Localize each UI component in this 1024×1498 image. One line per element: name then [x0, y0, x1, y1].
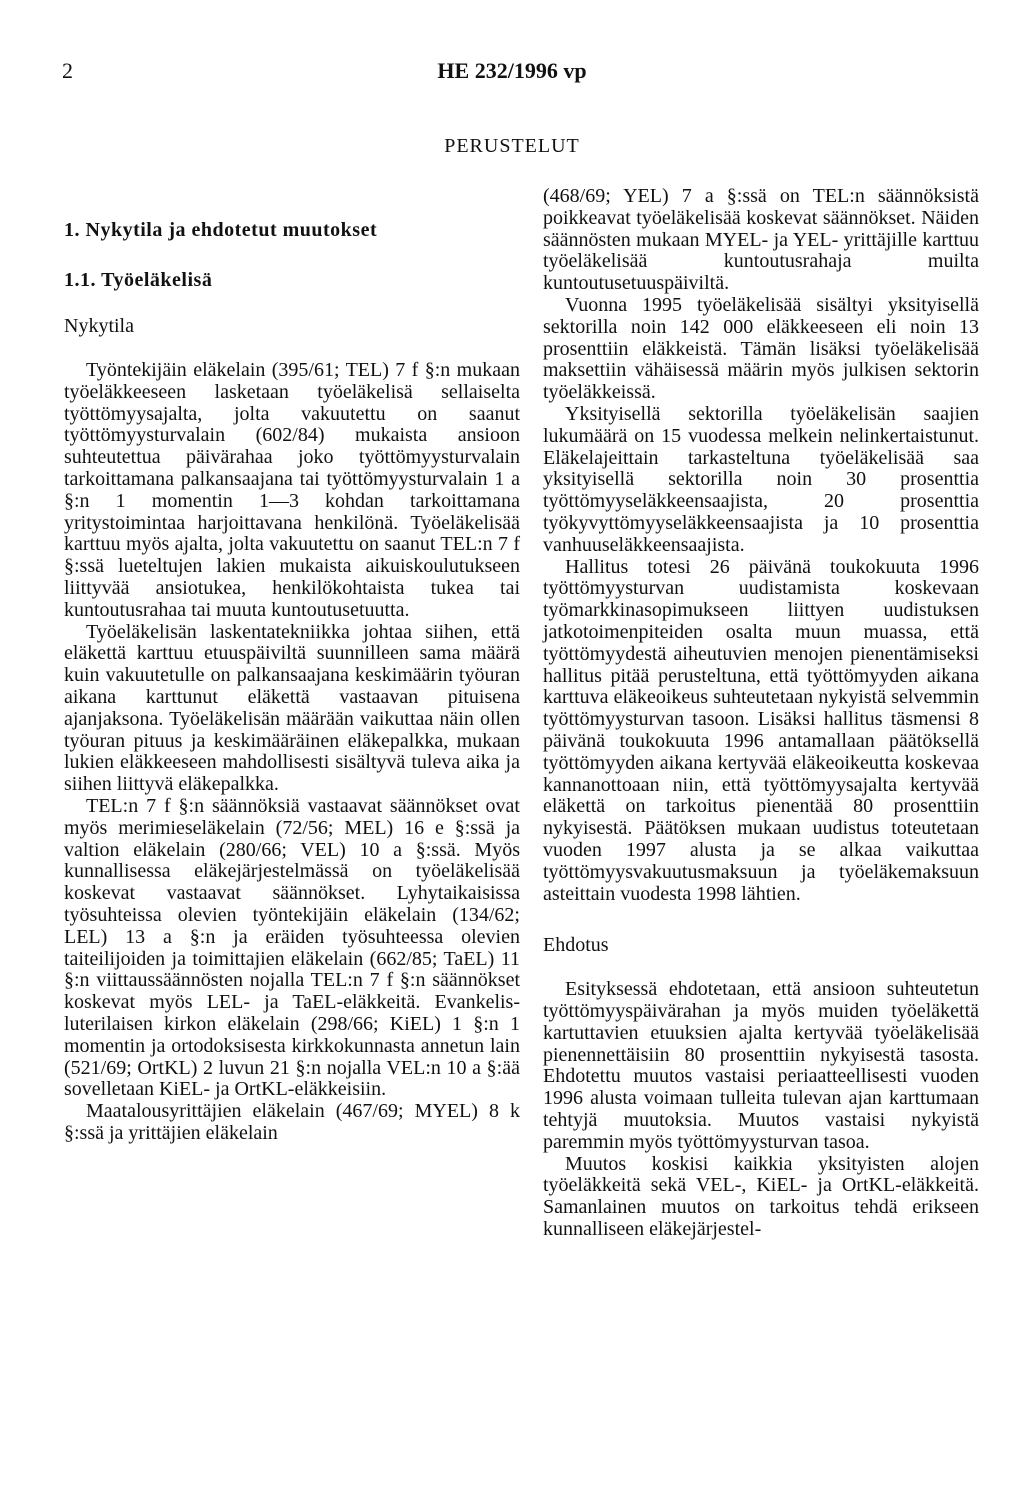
subhead-ehdotus: Ehdotus [543, 934, 609, 957]
paragraph: Työeläkelisän laskentatekniikka johtaa siihen, että eläkettä karttuu etuuspäiviltä suunnilleen sama määrä kuin vakuutetulle on palkansaajana keskimäärin työuran aikana karttunut eläkettä vastaavan pituisena ajanjaksona. Työeläkelisän määrään vaikuttaa näin ollen työuran pituus ja keskimääräinen eläkepalkka, mukaan lukien eläkkeeseen mahdollisesti sisältyvä tuleva aika ja siihen liittyvä eläkepalkka. [64, 620, 520, 796]
paragraph: Vuonna 1995 työeläkelisää sisältyi yksityisellä sektorilla noin 142 000 eläkkeeseen eli noin 13 prosenttiin eläkkeistä. Tämän lisäksi työeläkelisää maksettiin vähäisessä määrin myös julkisen sektorin työeläkkeissä. [543, 293, 979, 404]
left-column [64, 186, 520, 1145]
section-heading: 1. Nykytila ja ehdotetut muutokset [64, 219, 378, 241]
paragraph: Muutos koskisi kaikkia yksityisten alojen työeläkkeitä sekä VEL-, KiEL- ja OrtKL-eläkkeitä. Samanlainen muutos on tarkoitus tehdä erikseen kunnalliseen eläkejärjestel- [543, 1152, 979, 1241]
paragraph: TEL:n 7 f §:n säännöksiä vastaavat säännökset ovat myös merimieseläkelain (72/56; MEL) 16 e §:ssä ja valtion eläkelain (280/66; VEL) 10 a §:ssä. Myös kunnallisessa eläkejärjestelmässä on työeläkelisää koskevat vastaavat säännökset. Lyhytaikaisissa työsuhteissa olevien työntekijäin eläkelain (134/62; LEL) 13 a §:n ja eräiden työsuhteessa olevien taiteilijoiden ja toimittajien eläkelain (662/85; TaEL) 11 §:n viittaussäännösten nojalla TEL:n 7 f §:n säännökset koskevat myös LEL- ja TaEL-eläkkeitä. Evankelis-luterilaisen kirkon eläkelain (298/66; KiEL) 1 §:n 1 momentin ja ortodoksisesta kirkkokunnasta annetun lain (521/69; OrtKL) 2 luvun 21 §:n nojalla VEL:n 10 a §:ää sovelletaan KiEL- ja OrtKL-eläkkeisiin. [64, 794, 520, 1101]
paragraph: (468/69; YEL) 7 a §:ssä on TEL:n säännöksistä poikkeavat työeläkelisää koskevat säännökset. Näiden säännösten mukaan MYEL- ja YEL- yrittäjille karttuu työeläkelisää kuntoutusrahaja muilta kuntoutusetuuspäiviltä. [543, 185, 979, 295]
paragraph: Maatalousyrittäjien eläkelain (467/69; MYEL) 8 k §:ssä ja yrittäjien eläkelain [64, 1100, 520, 1144]
paragraph: Esityksessä ehdotetaan, että ansioon suhteutetun työttömyyspäivärahan ja myös muiden työeläkettä kartuttavien etuuksien ajalta kertyvää työeläkelisää pienennettäisiin 80 prosenttiin nykyisestä tasosta. Ehdotettu muutos vastaisi periaatteellisesti vuoden 1996 alusta voimaan tulleita tulevan ajan karttumaan tehtyjä muutoksia. Muutos vastaisi nykyistä paremmin myös työttömyysturvan tasoa. [543, 978, 979, 1153]
paragraph: Työntekijäin eläkelain (395/61; TEL) 7 f §:n mukaan työeläkkeeseen lasketaan työeläkelisä sellaiselta työttömyysajalta, jolta vakuutettu on saanut työttömyysturvalain (602/84) mukaista ansioon suhteutettua päivärahaa joko työttömyysturvalain tarkoittamana palkansaajana tai työttömyysturvalain 1 a §:n 1 momentin 1—3 kohdan tarkoittamana yritystoimintaa harjoittavana henkilönä. Työeläkelisää karttuu myös ajalta, jolta vakuutettu on saanut TEL:n 7 f §:ssä lueteltujen lakien mukaista aikuiskoulutukseen liittyvää ansiotukea, henkilökohtaista tukea tai kuntoutusrahaa tai muuta kuntoutusetuutta. [64, 359, 520, 621]
right-column [543, 186, 979, 1241]
subsection-heading: 1.1. Työeläkelisä [64, 269, 213, 291]
page-number: 2 [62, 58, 73, 83]
paragraph: Yksityisellä sektorilla työeläkelisän saajien lukumäärä on 15 vuodessa melkein nelinkertaistunut. Eläkelajeittain tarkasteltuna työeläkelisää saa yksityisellä sektorilla noin 30 prosenttia työttömyyseläkkeensaajista, 20 prosenttia työkyvyttömyyseläkkeensaajista ja 10 prosenttia vanhuuseläkkeensaajista. [543, 402, 979, 556]
subhead-nykytila: Nykytila [64, 315, 134, 337]
page-title: PERUSTELUT [444, 135, 580, 157]
paragraph: Hallitus totesi 26 päivänä toukokuuta 1996 työttömyysturvan uudistamista koskevaan työmarkkinasopimukseen liittyen uudistuksen jatkotoimenpiteiden osalta muun muassa, että työttömyydestä aiheutuvien menojen pienentämiseksi hallitus pitää perusteltuna, että työttömyyden aikana karttuva eläkeoikeus suhteutetaan nykyistä selvemmin työttömyysturvan tasoon. Lisäksi hallitus täsmensi 8 päivänä toukokuuta 1996 antamallaan päätöksellä työttömyyden aikana kertyvää eläkeoikeutta koskevaa kannanottoaan niin, että työttömyysajalta kertyvää eläkettä on tarkoitus pienentää 80 prosenttiin nykyisestä. Päätöksen mukaan uudistus toteutetaan vuoden 1997 alusta ja se alkaa vaikuttaa työttömyysvakuutusmaksuun ja työeläkemaksuun asteittain vuodesta 1998 lähtien. [543, 555, 979, 905]
document-id: HE 232/1996 vp [437, 58, 587, 83]
